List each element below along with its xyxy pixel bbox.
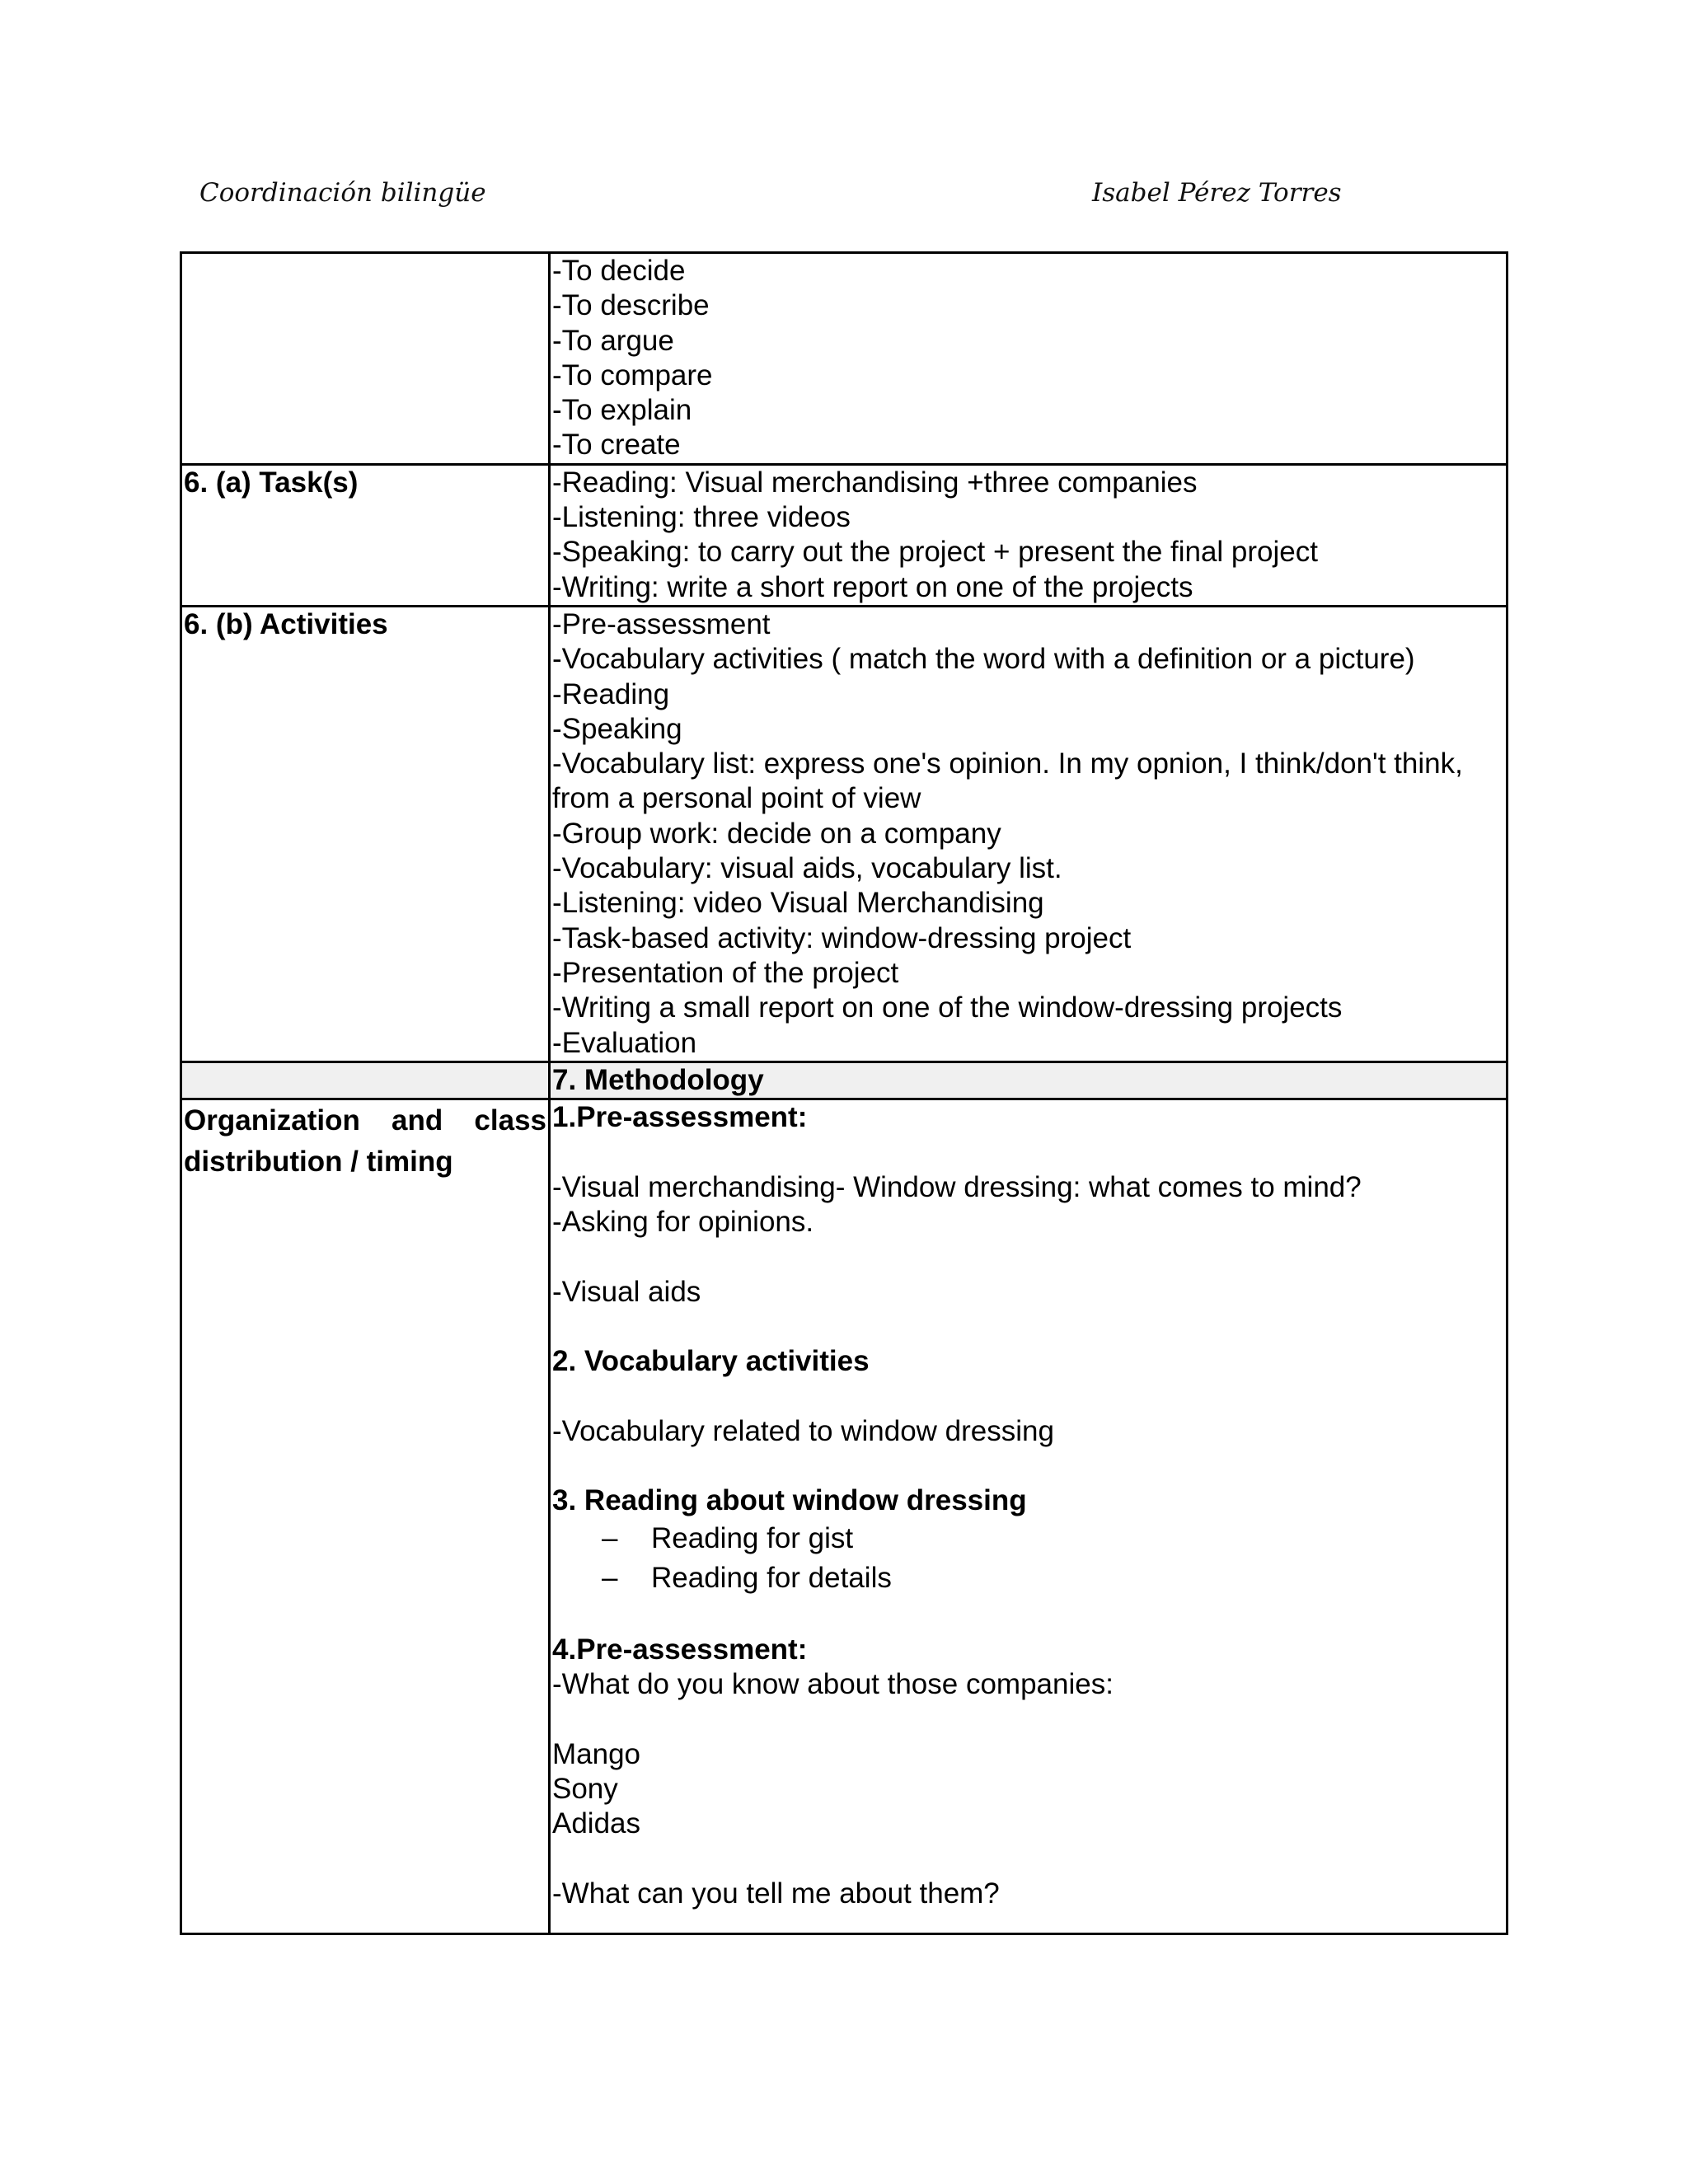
organization-label-cell: [181, 1099, 550, 1934]
list-item: -What can you tell me about them?: [552, 1877, 1000, 1910]
header-left: Coordinación bilingüe: [199, 178, 486, 208]
list-item: -What do you know about those companies:: [552, 1668, 1114, 1701]
list-item: -Visual merchandising- Window dressing: what comes to mind?: [552, 1170, 1362, 1203]
company-name: Mango: [552, 1737, 641, 1770]
table-row-methodology-heading: [181, 1062, 1507, 1099]
activities-label-cell: [181, 606, 550, 1062]
list-item: -Speaking: [552, 712, 682, 745]
dash-bullet: –: [602, 1521, 618, 1554]
list-item: -Visual aids: [552, 1275, 701, 1308]
table-row-skills: [181, 253, 1507, 465]
list-item: -Vocabulary activities ( match the word with a definition or a picture): [552, 643, 1415, 676]
list-item: -To create: [552, 429, 681, 462]
organization-content-cell: [550, 1099, 1507, 1934]
company-name: Adidas: [552, 1807, 641, 1840]
lesson-plan-table: [180, 251, 1508, 1935]
list-item: -Listening: three videos: [552, 501, 851, 534]
list-item: -Asking for opinions.: [552, 1206, 814, 1239]
methodology-blank-cell: [181, 1062, 550, 1099]
list-item: -To argue: [552, 324, 674, 357]
tasks-label-cell: [181, 464, 550, 606]
activities-content-cell: [550, 606, 1507, 1062]
table-row-organization: [181, 1099, 1507, 1934]
list-item: -Vocabulary related to window dressing: [552, 1414, 1054, 1447]
tasks-content-cell: [550, 464, 1507, 606]
organization-label: Organization and class distribution / timing: [184, 1104, 546, 1179]
list-item: -To explain: [552, 394, 692, 427]
list-item: -Reading: [552, 677, 670, 710]
list-item: -Listening: video Visual Merchandising: [552, 887, 1044, 920]
methodology-heading: 7. Methodology: [552, 1063, 764, 1096]
skills-content-cell: [550, 253, 1507, 465]
table-row-tasks: [181, 464, 1507, 606]
list-item: -Speaking: to carry out the project + present the final project: [552, 536, 1318, 569]
list-item: -Evaluation: [552, 1026, 697, 1059]
section-title: 4.Pre-assessment:: [552, 1633, 808, 1666]
list-item: -To decide: [552, 255, 686, 287]
list-item: -Task-based activity: window-dressing project: [552, 921, 1132, 954]
activities-label: 6. (b) Activities: [184, 607, 388, 640]
list-item: -Writing a small report on one of the window-dressing projects: [552, 991, 1343, 1024]
list-item: -Vocabulary: visual aids, vocabulary list.: [552, 852, 1062, 885]
list-item: -Pre-assessment: [552, 607, 771, 640]
table-row-activities: [181, 606, 1507, 1062]
header-right: Isabel Pérez Torres: [1092, 178, 1342, 208]
dash-bullet: –: [602, 1561, 618, 1594]
tasks-label: 6. (a) Task(s): [184, 466, 359, 499]
list-item: -Presentation of the project: [552, 956, 899, 989]
section-title: 1.Pre-assessment:: [552, 1101, 808, 1134]
section-title: 2. Vocabulary activities: [552, 1345, 870, 1378]
list-item: -To compare: [552, 359, 713, 391]
list-item: -Reading: Visual merchandising +three companies: [552, 466, 1198, 499]
list-item: -Vocabulary list: express one's opinion. In my opnion, I think/don't think, from a personal point of view: [552, 748, 1463, 815]
company-name: Sony: [552, 1773, 618, 1806]
skills-label-cell: [181, 253, 550, 465]
bullet-item: – Reading for gist: [552, 1519, 1504, 1558]
list-item: -To describe: [552, 289, 710, 322]
methodology-heading-cell: [550, 1062, 1507, 1099]
bullet-item: – Reading for details: [552, 1558, 1504, 1598]
list-item: -Writing: write a short report on one of the projects: [552, 570, 1193, 603]
list-item: -Group work: decide on a company: [552, 817, 1001, 850]
section-title: 3. Reading about window dressing: [552, 1484, 1027, 1517]
